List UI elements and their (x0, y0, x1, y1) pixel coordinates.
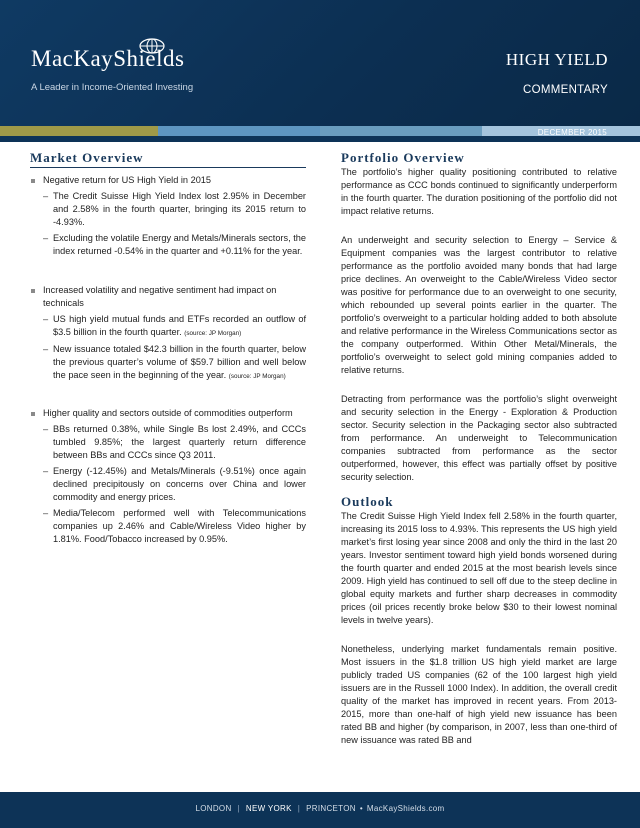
page-header (0, 0, 640, 126)
sub-bullet: – Media/Telecom performed well with Telecommunications companies up 2.46% and Cable/Wireless Video higher by 1.81%. Food/Tobacco increased by 0.95%. (43, 507, 306, 546)
sub-bullet: – New issuance totaled $42.3 billion in the fourth quarter, below the previous quarter’s volume of $59.7 billion and well below the pace seen in the beginning of the year. (source: JP Morgan) (43, 343, 306, 383)
logo-wordmark: MacKayShields (31, 46, 185, 71)
market-overview-heading: Market Overview (30, 150, 144, 165)
portfolio-overview-heading: Portfolio Overview (341, 150, 465, 165)
footer-location-newyork: NEW YORK (245, 804, 292, 813)
outlook-heading: Outlook (341, 494, 394, 509)
document-title: HIGH YIELD (505, 50, 608, 69)
bullet-item: Increased volatility and negative sentiment had impact on technicals – US high yield mutual funds and ETFs recorded an outflow of $3.5 billion in the fourth quarter. (source: JP Morgan) – New issuance totaled $42.3 billion in the fourth quarter, below the previous quarter’s volume of $59.7 billion and well below the pace seen in the beginning of the year. (source: JP Morgan) (30, 284, 306, 383)
globe-icon (139, 38, 165, 54)
mackay-shields-logo (31, 46, 184, 72)
heading-rule (30, 167, 306, 168)
market-overview-bullets (30, 407, 306, 546)
document-subtitle: COMMENTARY (523, 84, 608, 96)
bullet-item: Negative return for US High Yield in 2015 – The Credit Suisse High Yield Index lost 2.95% in December and 2.58% in the fourth quarter, bringing its 2015 return to -4.93%. – Excluding the volatile Energy and Metals/Minerals sectors, the index returned -0.54% in the quarter and +0.11% for the year. (30, 174, 306, 258)
market-overview-bullets (30, 174, 306, 258)
color-stripe-olive (0, 126, 158, 136)
paragraph: Detracting from performance was the portfolio’s slight overweight and security selection in the Energy - Exploration & Production sector. Security selection in the Packaging sector also subtracted from performance. An underweight to Telecommunication companies subtracted from performance as the sector outperformed, however, this effect was partially offset by positive security selection. (341, 394, 617, 482)
paragraph: Nonetheless, underlying market fundamentals remain positive. Most issuers in the $1.8 trillion US high yield market are large publicly traded US companies (62 of the 100 largest high yield issuers are in the Russell 1000 Index). In addition, the overall credit quality of the market has improved in recent years. From 2013-2015, more than one-half of high yield new issuance has been rated BB and higher (by comparison, in 2007, less than one-third of new issuance was rated BB and (341, 644, 617, 745)
sub-bullet: – Excluding the volatile Energy and Metals/Minerals sectors, the index returned -0.54% in the quarter and +0.11% for the year. (43, 232, 306, 258)
source-note: (source: JP Morgan) (184, 330, 242, 337)
source-note: (source: JP Morgan) (228, 373, 286, 380)
sub-bullet: – US high yield mutual funds and ETFs recorded an outflow of $3.5 billion in the fourth quarter. (source: JP Morgan) (43, 313, 306, 340)
sub-bullet: – The Credit Suisse High Yield Index lost 2.95% in December and 2.58% in the fourth quarter, bringing its 2015 return to -4.93%. (43, 190, 306, 229)
outlook-section (341, 494, 617, 747)
paragraph: An underweight and security selection to Energy – Service & Equipment companies was the largest contributor to relative performance as the portfolio avoided many bonds that had large price declines. An overweight to the Cable/Wireless Video sector was positive for performance due to an overweight to one security, which rebounded up several points earlier in the quarter. The portfolio’s overweight to a particular holding added to both absolute and relative performance in the Wireless Communications sector as the company outperformed. Within Other Metal/Minerals, the portfolio’s overweight to select gold mining companies added to relative returns. (341, 235, 617, 375)
bullet-separator-icon: • (359, 804, 363, 813)
market-overview-bullets (30, 284, 306, 383)
market-overview-section (30, 150, 306, 549)
right-column (341, 150, 617, 747)
sub-bullet: – Energy (-12.45%) and Metals/Minerals (-9.51%) once again declined precipitously on concerns over China and lower commodity and energy prices. (43, 465, 306, 504)
sub-bullet: – BBs returned 0.38%, while Single Bs lost 2.49%, and CCCs tumbled 9.85%; the largest quarterly return difference between BBs and CCCs since Q3 2011. (43, 423, 306, 462)
paragraph: The Credit Suisse High Yield Index fell 2.58% in the fourth quarter, increasing its 2015 loss to 4.93%. This represents the US high yield market’s first losing year since 2008 and only the third in the last 20 years. Investor sentiment toward high yield bonds worsened during the fourth quarter and ended 2015 at the most bearish levels since 2009. High yield has continued to sell off due to the steep decline in global equity markets and further sharp decreases in commodity prices (oil prices recently broke below $30 to their lowest nominal levels in twelve years). (341, 511, 617, 625)
footer-location-london: LONDON (195, 804, 232, 813)
bullet-item: Higher quality and sectors outside of commodities outperform – BBs returned 0.38%, while Single Bs lost 2.49%, and CCCs tumbled 9.85%; the largest quarterly return difference between BBs and CCCs since Q3 2011. – Energy (-12.45%) and Metals/Minerals (-9.51%) once again declined precipitously on concerns over China and lower commodity and energy prices. – Media/Telecom performed well with Telecommunications companies up 2.46% and Cable/Wireless Video higher by 1.81%. Food/Tobacco increased by 0.95%. (30, 407, 306, 546)
issue-date: DECEMBER 2015 (537, 128, 607, 137)
color-stripe-steel (320, 126, 482, 136)
footer-links: LONDON | NEW YORK | PRINCETON • MacKayShields.com (195, 804, 445, 813)
footer-location-princeton: PRINCETON (306, 804, 356, 813)
paragraph: The portfolio’s higher quality positioning contributed to relative performance as CCC bonds continued to significantly underperform in the fourth quarter. The duration positioning of the portfolio did not impact relative returns. (341, 167, 617, 216)
tagline: A Leader in Income-Oriented Investing (31, 82, 194, 93)
website-link[interactable]: MacKayShields.com (366, 804, 445, 813)
portfolio-overview-section (341, 150, 617, 484)
color-stripe-blue (158, 126, 320, 136)
